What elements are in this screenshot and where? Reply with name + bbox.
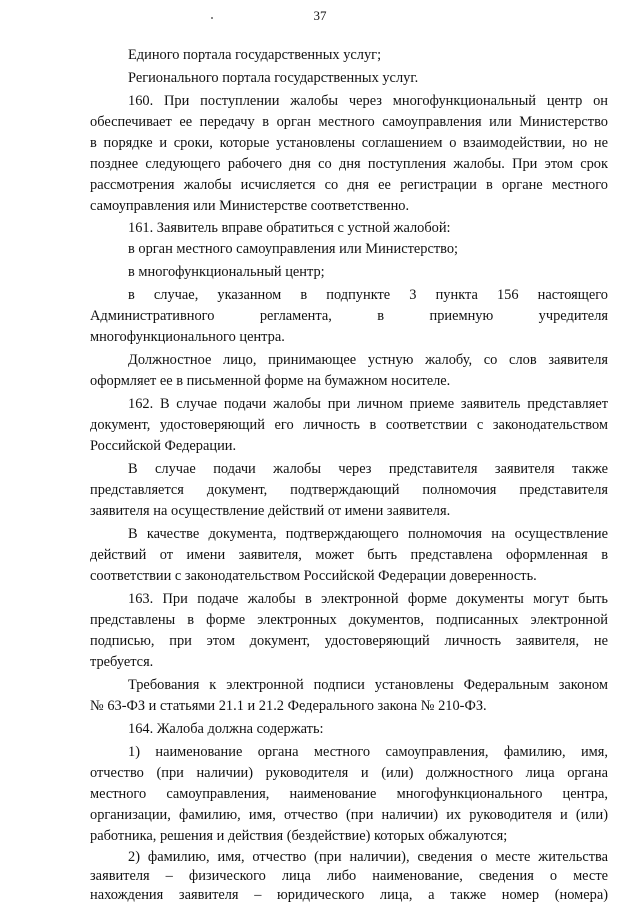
text-line: 1) наименование органа местного самоуправления, фамилию, имя, xyxy=(128,744,608,760)
text-line: соответствии с законодательством Российской Федерации доверенность. xyxy=(90,568,537,584)
text-line: документ, удостоверяющий его личность в соответствии с законодательством xyxy=(90,417,608,433)
text-line: представляется документ, подтверждающий полномочия представителя xyxy=(90,482,608,498)
text-line: В случае подачи жалобы через представителя заявителя также xyxy=(128,461,608,477)
text-line: 164. Жалоба должна содержать: xyxy=(128,721,324,737)
text-line: 161. Заявитель вправе обратиться с устной жалобой: xyxy=(128,220,451,236)
text-line: организации, фамилию, имя, отчество (при наличии) их руководителя и (или) xyxy=(90,807,608,823)
text-line: работника, решения и действия (бездействие) которых обжалуются; xyxy=(90,828,508,844)
text-line: требуется. xyxy=(90,654,154,670)
text-line: Регионального портала государственных услуг. xyxy=(128,70,419,86)
text-line: заявителя на осуществление действий от имени заявителя. xyxy=(90,503,451,519)
text-line: нахождения заявителя – юридического лица, а также номер (номера) xyxy=(90,887,608,903)
text-line: Требования к электронной подписи установлены Федеральным законом xyxy=(128,677,608,693)
text-line: № 63-ФЗ и статьями 21.1 и 21.2 Федерального закона № 210-ФЗ. xyxy=(90,698,487,714)
text-line: Российской Федерации. xyxy=(90,438,237,454)
text-line: В качестве документа, подтверждающего полномочия на осуществление xyxy=(128,526,608,542)
text-line: действий от имени заявителя, может быть представлена оформленная в xyxy=(90,547,608,563)
page-number: 37 xyxy=(313,8,327,23)
text-line: в орган местного самоуправления или Министерство; xyxy=(128,241,459,257)
text-line: подписью, при этом документ, удостоверяющий личность заявителя, не xyxy=(90,633,608,649)
text-line: местного самоуправления, наименование многофункционального центра, xyxy=(90,786,608,802)
scan-speck xyxy=(211,17,213,19)
text-line: отчество (при наличии) руководителя и (или) должностного лица органа xyxy=(90,765,608,781)
text-line: 163. При подаче жалобы в электронной форме документы могут быть xyxy=(128,591,608,607)
text-line: заявителя – физического лица либо наименование, сведения о месте xyxy=(90,868,608,884)
text-line: 162. В случае подачи жалобы при личном приеме заявитель представляет xyxy=(128,396,608,412)
text-line: 160. При поступлении жалобы через многофункциональный центр он xyxy=(128,93,608,109)
text-line: представлены в форме электронных документов, подписанных электронной xyxy=(90,612,608,628)
text-line: оформляет ее в письменной форме на бумажном носителе. xyxy=(90,373,451,389)
text-line: обеспечивает ее передачу в орган местного самоуправления или Министерство xyxy=(90,114,608,130)
text-line: Должностное лицо, принимающее устную жалобу, со слов заявителя xyxy=(128,352,608,368)
text-line: Единого портала государственных услуг; xyxy=(128,47,382,63)
text-line: 2) фамилию, имя, отчество (при наличии), сведения о месте жительства xyxy=(128,849,608,865)
text-line: самоуправления или Министерстве соответственно. xyxy=(90,198,410,214)
text-line: многофункционального центра. xyxy=(90,329,285,345)
text-line: рассмотрения жалобы исчисляется со дня ее регистрации в органе местного xyxy=(90,177,608,193)
text-line: позднее следующего рабочего дня со дня поступления жалобы. При этом срок xyxy=(90,156,608,172)
text-line: Административного регламента, в приемную учредителя xyxy=(90,308,608,324)
text-line: в многофункциональный центр; xyxy=(128,264,325,280)
text-line: в порядке и сроки, которые установлены соглашением о взаимодействии, но не xyxy=(90,135,608,151)
text-line: в случае, указанном в подпункте 3 пункта 156 настоящего xyxy=(128,287,608,303)
